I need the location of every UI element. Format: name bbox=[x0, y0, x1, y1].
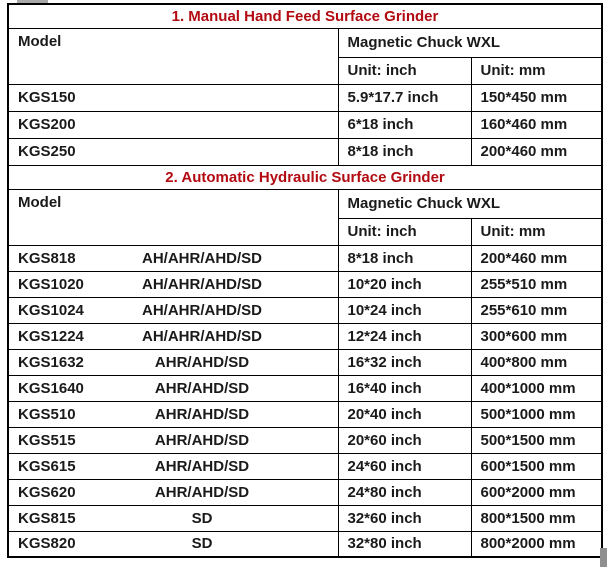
section-1-title: 1. Manual Hand Feed Surface Grinder bbox=[8, 4, 602, 28]
table-row bbox=[8, 453, 602, 479]
grinder-spec-table bbox=[7, 3, 603, 558]
mm-value-cell: 400*1000 mm bbox=[471, 375, 602, 401]
inch-value-cell: 12*24 inch bbox=[338, 323, 471, 349]
section-1-title-row bbox=[8, 4, 602, 28]
inch-value-cell: 6*18 inch bbox=[338, 111, 471, 138]
mm-value-cell: 800*2000 mm bbox=[471, 531, 602, 557]
model-variant: AHR/AHD/SD bbox=[154, 483, 250, 501]
inch-value-cell: 24*60 inch bbox=[338, 453, 471, 479]
model-variant: SD bbox=[191, 509, 213, 527]
table-row bbox=[8, 323, 602, 349]
inch-value-cell: 8*18 inch bbox=[338, 245, 471, 271]
table-row bbox=[8, 427, 602, 453]
column-header-model: Model bbox=[8, 189, 338, 245]
inch-value-cell: 24*80 inch bbox=[338, 479, 471, 505]
column-header-unit-inch: Unit: inch bbox=[338, 218, 471, 245]
inch-value-cell: 16*32 inch bbox=[338, 349, 471, 375]
model-name: KGS615 bbox=[18, 457, 76, 475]
inch-value-cell: 32*60 inch bbox=[338, 505, 471, 531]
inch-value-cell: 16*40 inch bbox=[338, 375, 471, 401]
table-row bbox=[8, 349, 602, 375]
table-row bbox=[8, 375, 602, 401]
mm-value-cell: 500*1500 mm bbox=[471, 427, 602, 453]
table-row bbox=[8, 505, 602, 531]
table-row bbox=[8, 271, 602, 297]
column-header-unit-inch: Unit: inch bbox=[338, 57, 471, 84]
model-variant: AHR/AHD/SD bbox=[154, 457, 250, 475]
section-2-title: 2. Automatic Hydraulic Surface Grinder bbox=[8, 165, 602, 189]
model-name: KGS515 bbox=[18, 431, 76, 449]
section-2-header-row bbox=[8, 189, 602, 218]
model-name: KGS1020 bbox=[18, 275, 84, 293]
model-name: KGS818 bbox=[18, 249, 76, 267]
inch-value-cell: 10*24 inch bbox=[338, 297, 471, 323]
model-name: KGS620 bbox=[18, 483, 76, 501]
model-name: KGS250 bbox=[18, 143, 76, 160]
mm-value-cell: 200*460 mm bbox=[471, 245, 602, 271]
table-row bbox=[8, 138, 602, 165]
model-variant: AHR/AHD/SD bbox=[154, 353, 250, 371]
inch-value-cell: 20*60 inch bbox=[338, 427, 471, 453]
model-name: KGS200 bbox=[18, 116, 76, 133]
mm-value-cell: 150*450 mm bbox=[471, 84, 602, 111]
mm-value-cell: 800*1500 mm bbox=[471, 505, 602, 531]
column-header-unit-mm: Unit: mm bbox=[471, 57, 602, 84]
column-header-chuck: Magnetic Chuck WXL bbox=[338, 28, 602, 57]
model-name: KGS820 bbox=[18, 535, 76, 553]
column-header-unit-mm: Unit: mm bbox=[471, 218, 602, 245]
section-1-header-row bbox=[8, 28, 602, 57]
model-variant: AH/AHR/AHD/SD bbox=[142, 275, 262, 293]
model-variant: SD bbox=[191, 535, 213, 553]
mm-value-cell: 160*460 mm bbox=[471, 111, 602, 138]
model-variant: AH/AHR/AHD/SD bbox=[142, 327, 262, 345]
model-name: KGS510 bbox=[18, 405, 76, 423]
model-variant: AHR/AHD/SD bbox=[154, 405, 250, 423]
table-row bbox=[8, 297, 602, 323]
mm-value-cell: 600*2000 mm bbox=[471, 479, 602, 505]
model-name: KGS1640 bbox=[18, 379, 84, 397]
mm-value-cell: 500*1000 mm bbox=[471, 401, 602, 427]
table-row bbox=[8, 245, 602, 271]
column-header-chuck: Magnetic Chuck WXL bbox=[338, 189, 602, 218]
inch-value-cell: 10*20 inch bbox=[338, 271, 471, 297]
mm-value-cell: 255*610 mm bbox=[471, 297, 602, 323]
inch-value-cell: 5.9*17.7 inch bbox=[338, 84, 471, 111]
table-row bbox=[8, 84, 602, 111]
table-row bbox=[8, 401, 602, 427]
model-name: KGS1224 bbox=[18, 327, 84, 345]
section-2-title-row bbox=[8, 165, 602, 189]
mm-value-cell: 300*600 mm bbox=[471, 323, 602, 349]
table-row bbox=[8, 111, 602, 138]
inch-value-cell: 32*80 inch bbox=[338, 531, 471, 557]
mm-value-cell: 200*460 mm bbox=[471, 138, 602, 165]
inch-value-cell: 20*40 inch bbox=[338, 401, 471, 427]
inch-value-cell: 8*18 inch bbox=[338, 138, 471, 165]
model-variant: AHR/AHD/SD bbox=[154, 431, 250, 449]
model-variant: AH/AHR/AHD/SD bbox=[142, 249, 262, 267]
scrollbar-thumb[interactable] bbox=[600, 548, 607, 567]
table-row bbox=[8, 479, 602, 505]
model-variant: AHR/AHD/SD bbox=[154, 379, 250, 397]
mm-value-cell: 600*1500 mm bbox=[471, 453, 602, 479]
model-name: KGS1632 bbox=[18, 353, 84, 371]
table-row bbox=[8, 531, 602, 557]
mm-value-cell: 400*800 mm bbox=[471, 349, 602, 375]
model-name: KGS150 bbox=[18, 89, 76, 106]
mm-value-cell: 255*510 mm bbox=[471, 271, 602, 297]
model-name: KGS1024 bbox=[18, 301, 84, 319]
column-header-model: Model bbox=[8, 28, 338, 84]
model-name: KGS815 bbox=[18, 509, 76, 527]
model-variant: AH/AHR/AHD/SD bbox=[142, 301, 262, 319]
